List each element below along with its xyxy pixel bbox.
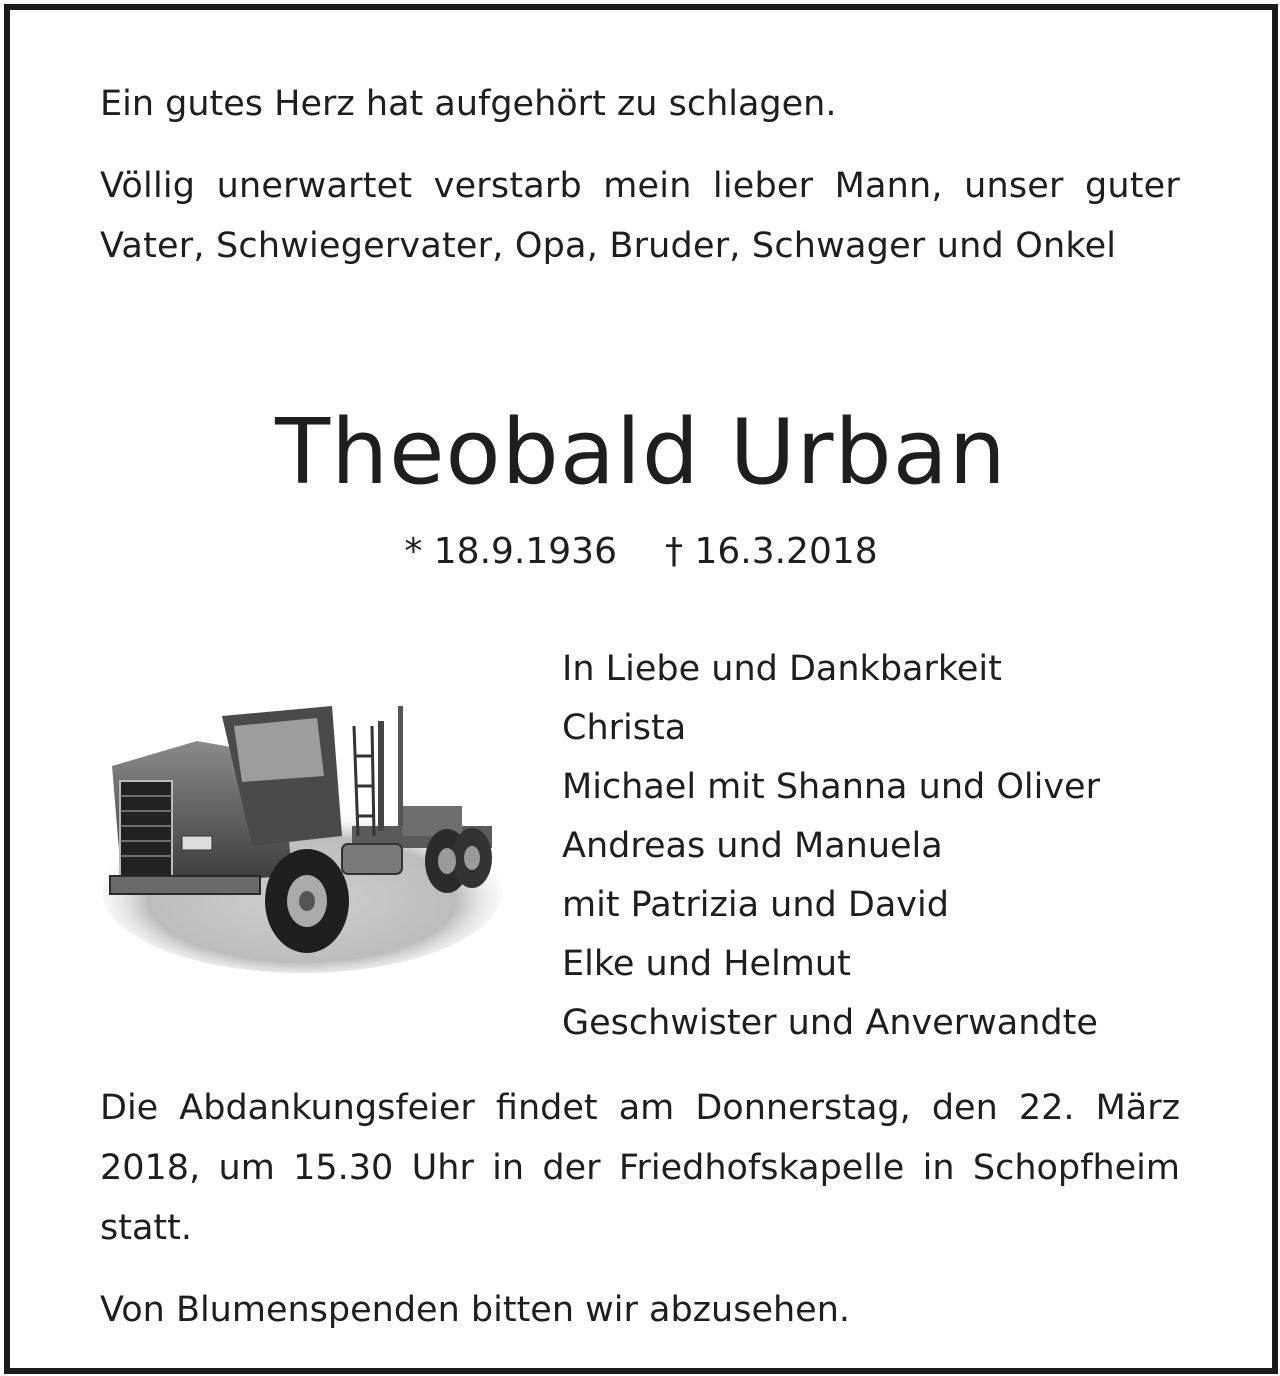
obituary-notice	[4, 4, 1278, 1374]
mourners-line: Elke und Helmut	[562, 944, 851, 984]
intro-line: Ein gutes Herz hat aufgehört zu schlagen.	[100, 84, 837, 124]
mourners-list	[562, 640, 1100, 1053]
intro-paragraph: Völlig unerwartet verstarb mein lieber Mann, unser guter Vater, Schwiegervater, Opa, Bruder, Schwager und Onkel	[100, 166, 1180, 266]
mourners-line: In Liebe und Dankbarkeit	[562, 649, 1002, 689]
truck-photo	[102, 686, 502, 976]
mourners-line: Christa	[562, 708, 687, 748]
life-dates	[10, 524, 1272, 580]
mourners-line: Michael mit Shanna und Oliver	[562, 767, 1100, 807]
mourners-line: Geschwister und Anverwandte	[562, 1003, 1098, 1043]
flowers-note: Von Blumenspenden bitten wir abzusehen.	[100, 1290, 851, 1330]
service-info: Die Abdankungsfeier findet am Donnerstag, den 22. März 2018, um 15.30 Uhr in der Friedhofskapelle in Schopfheim statt.	[100, 1088, 1180, 1248]
mourners-line: mit Patrizia und David	[562, 885, 949, 925]
death-date: † 16.3.2018	[665, 531, 878, 572]
deceased-name: Theobald Urban	[275, 400, 1007, 505]
birth-date: * 18.9.1936	[404, 531, 617, 572]
mourners-line: Andreas und Manuela	[562, 826, 943, 866]
